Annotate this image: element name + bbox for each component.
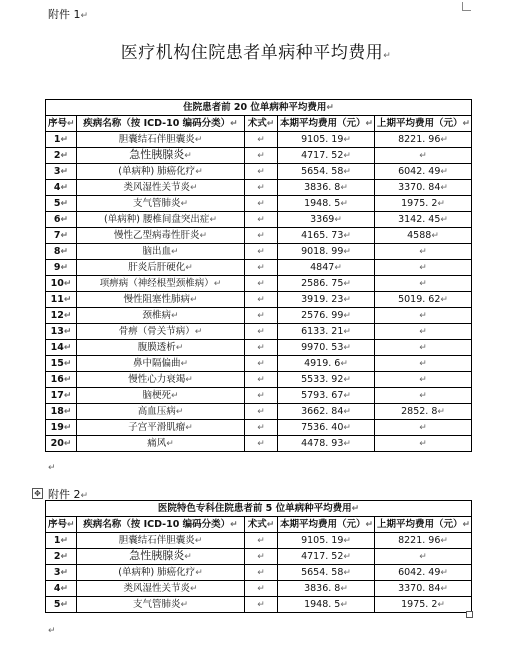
table-resize-handle[interactable]	[466, 611, 473, 618]
current-average-cost: 5533. 92↵	[278, 372, 375, 388]
previous-average-cost: ↵	[375, 356, 472, 372]
procedure-cell: ↵	[245, 228, 278, 244]
current-average-cost: 2586. 75↵	[278, 276, 375, 292]
row-number: 2↵	[46, 148, 77, 164]
previous-average-cost: 8221. 96↵	[375, 132, 472, 148]
column-header: 序号↵	[46, 116, 77, 132]
row-number: 17↵	[46, 388, 77, 404]
procedure-cell: ↵	[245, 308, 278, 324]
paragraph-mark: ↵	[48, 463, 56, 473]
procedure-cell: ↵	[245, 565, 278, 581]
table-row	[46, 276, 472, 292]
current-average-cost: 5654. 58↵	[278, 565, 375, 581]
table-row	[46, 132, 472, 148]
disease-name: 支气管肺炎↵	[77, 196, 245, 212]
current-average-cost: 4919. 6↵	[278, 356, 375, 372]
procedure-cell: ↵	[245, 132, 278, 148]
procedure-cell: ↵	[245, 549, 278, 565]
procedure-cell: ↵	[245, 260, 278, 276]
table-row	[46, 436, 472, 452]
table-row	[46, 404, 472, 420]
table-row	[46, 565, 472, 581]
previous-average-cost: ↵	[375, 372, 472, 388]
current-average-cost: 3836. 8↵	[278, 581, 375, 597]
previous-average-cost: ↵	[375, 388, 472, 404]
current-average-cost: 2576. 99↵	[278, 308, 375, 324]
row-number: 15↵	[46, 356, 77, 372]
row-number: 18↵	[46, 404, 77, 420]
row-number: 8↵	[46, 244, 77, 260]
table-row	[46, 148, 472, 164]
disease-name: 急性胰腺炎↵	[77, 549, 245, 565]
current-average-cost: 5654. 58↵	[278, 164, 375, 180]
table-top-20	[45, 99, 472, 452]
disease-name: (单病种) 肺癌化疗↵	[77, 164, 245, 180]
disease-name: 支气管肺炎↵	[77, 597, 245, 613]
disease-name: 脑梗死↵	[77, 388, 245, 404]
previous-average-cost: 3370. 84↵	[375, 581, 472, 597]
current-average-cost: 1948. 5↵	[278, 196, 375, 212]
column-header: 上期平均费用（元）↵	[375, 517, 472, 533]
table-row	[46, 292, 472, 308]
current-average-cost: 7536. 40↵	[278, 420, 375, 436]
row-number: 6↵	[46, 212, 77, 228]
previous-average-cost: 5019. 62↵	[375, 292, 472, 308]
table-top-5-specialty	[45, 500, 472, 613]
table-row	[46, 180, 472, 196]
row-number: 19↵	[46, 420, 77, 436]
previous-average-cost: ↵	[375, 436, 472, 452]
procedure-cell: ↵	[245, 292, 278, 308]
current-average-cost: 4717. 52↵	[278, 549, 375, 565]
table-top-5-caption: 医院特色专科住院患者前 5 位单病种平均费用↵	[46, 501, 472, 517]
table-row	[46, 260, 472, 276]
column-header: 疾病名称（按 ICD-10 编码分类）↵	[77, 116, 245, 132]
table-row	[46, 308, 472, 324]
column-header: 序号↵	[46, 517, 77, 533]
previous-average-cost: 1975. 2↵	[375, 196, 472, 212]
current-average-cost: 3919. 23↵	[278, 292, 375, 308]
table-row	[46, 228, 472, 244]
column-header: 术式↵	[245, 517, 278, 533]
row-number: 3↵	[46, 164, 77, 180]
previous-average-cost: 4588↵	[375, 228, 472, 244]
procedure-cell: ↵	[245, 404, 278, 420]
disease-name: 胆囊结石伴胆囊炎↵	[77, 533, 245, 549]
procedure-cell: ↵	[245, 244, 278, 260]
table-row	[46, 549, 472, 565]
current-average-cost: 9105. 19↵	[278, 533, 375, 549]
procedure-cell: ↵	[245, 276, 278, 292]
previous-average-cost: 3370. 84↵	[375, 180, 472, 196]
previous-average-cost: ↵	[375, 276, 472, 292]
row-number: 16↵	[46, 372, 77, 388]
row-number: 7↵	[46, 228, 77, 244]
row-number: 1↵	[46, 533, 77, 549]
current-average-cost: 3836. 8↵	[278, 180, 375, 196]
disease-name: 鼻中隔偏曲↵	[77, 356, 245, 372]
procedure-cell: ↵	[245, 340, 278, 356]
procedure-cell: ↵	[245, 420, 278, 436]
table-row	[46, 164, 472, 180]
disease-name: 项痹病（神经根型颈椎病）↵	[77, 276, 245, 292]
disease-name: 颈椎病↵	[77, 308, 245, 324]
disease-name: 痛风↵	[77, 436, 245, 452]
disease-name: 胆囊结石伴胆囊炎↵	[77, 132, 245, 148]
procedure-cell: ↵	[245, 388, 278, 404]
table-row	[46, 244, 472, 260]
disease-name: (单病种) 腰椎间盘突出症↵	[77, 212, 245, 228]
paragraph-mark: ↵	[48, 626, 56, 636]
disease-name: (单病种) 肺癌化疗↵	[77, 565, 245, 581]
procedure-cell: ↵	[245, 324, 278, 340]
previous-average-cost: 6042. 49↵	[375, 565, 472, 581]
row-number: 1↵	[46, 132, 77, 148]
disease-name: 慢性心力衰竭↵	[77, 372, 245, 388]
page-corner-mark	[462, 2, 471, 11]
current-average-cost: 3369↵	[278, 212, 375, 228]
disease-name: 急性胰腺炎↵	[77, 148, 245, 164]
current-average-cost: 3662. 84↵	[278, 404, 375, 420]
row-number: 10↵	[46, 276, 77, 292]
procedure-cell: ↵	[245, 597, 278, 613]
column-header: 术式↵	[245, 116, 278, 132]
row-number: 4↵	[46, 581, 77, 597]
disease-name: 慢性阻塞性肺病↵	[77, 292, 245, 308]
table-row	[46, 356, 472, 372]
procedure-cell: ↵	[245, 581, 278, 597]
disease-name: 类风湿性关节炎↵	[77, 581, 245, 597]
attachment-2-label: 附件 2↵	[48, 488, 89, 501]
disease-name: 腹膜透析↵	[77, 340, 245, 356]
current-average-cost: 9970. 53↵	[278, 340, 375, 356]
previous-average-cost: ↵	[375, 260, 472, 276]
row-number: 3↵	[46, 565, 77, 581]
procedure-cell: ↵	[245, 164, 278, 180]
table-row	[46, 533, 472, 549]
previous-average-cost: ↵	[375, 549, 472, 565]
table-row	[46, 324, 472, 340]
current-average-cost: 5793. 67↵	[278, 388, 375, 404]
procedure-cell: ↵	[245, 356, 278, 372]
disease-name: 肝炎后肝硬化↵	[77, 260, 245, 276]
procedure-cell: ↵	[245, 436, 278, 452]
document-title: 医疗机构住院患者单病种平均费用↵	[120, 43, 392, 63]
previous-average-cost: ↵	[375, 148, 472, 164]
previous-average-cost: 1975. 2↵	[375, 597, 472, 613]
row-number: 2↵	[46, 549, 77, 565]
procedure-cell: ↵	[245, 196, 278, 212]
row-number: 5↵	[46, 196, 77, 212]
row-number: 11↵	[46, 292, 77, 308]
row-number: 12↵	[46, 308, 77, 324]
procedure-cell: ↵	[245, 180, 278, 196]
table-row	[46, 420, 472, 436]
previous-average-cost: 6042. 49↵	[375, 164, 472, 180]
table-row	[46, 581, 472, 597]
column-header: 上期平均费用（元）↵	[375, 116, 472, 132]
previous-average-cost: 2852. 8↵	[375, 404, 472, 420]
previous-average-cost: ↵	[375, 324, 472, 340]
row-number: 5↵	[46, 597, 77, 613]
previous-average-cost: ↵	[375, 308, 472, 324]
row-number: 20↵	[46, 436, 77, 452]
current-average-cost: 4165. 73↵	[278, 228, 375, 244]
disease-name: 子宫平滑肌瘤↵	[77, 420, 245, 436]
current-average-cost: 4478. 93↵	[278, 436, 375, 452]
column-header: 本期平均费用（元）↵	[278, 517, 375, 533]
disease-name: 慢性乙型病毒性肝炎↵	[77, 228, 245, 244]
procedure-cell: ↵	[245, 212, 278, 228]
table-row	[46, 597, 472, 613]
table-row	[46, 388, 472, 404]
previous-average-cost: ↵	[375, 420, 472, 436]
table-top-20-caption: 住院患者前 20 位单病种平均费用↵	[46, 100, 472, 116]
disease-name: 高血压病↵	[77, 404, 245, 420]
current-average-cost: 1948. 5↵	[278, 597, 375, 613]
table-row	[46, 372, 472, 388]
attachment-1-label: 附件 1↵	[48, 8, 89, 21]
current-average-cost: 9105. 19↵	[278, 132, 375, 148]
table-move-handle-icon[interactable]: ✥	[32, 488, 43, 499]
row-number: 14↵	[46, 340, 77, 356]
previous-average-cost: 8221. 96↵	[375, 533, 472, 549]
row-number: 4↵	[46, 180, 77, 196]
current-average-cost: 4717. 52↵	[278, 148, 375, 164]
current-average-cost: 4847↵	[278, 260, 375, 276]
disease-name: 类风湿性关节炎↵	[77, 180, 245, 196]
table-row	[46, 196, 472, 212]
table-row	[46, 340, 472, 356]
column-header: 本期平均费用（元）↵	[278, 116, 375, 132]
row-number: 9↵	[46, 260, 77, 276]
previous-average-cost: 3142. 45↵	[375, 212, 472, 228]
current-average-cost: 6133. 21↵	[278, 324, 375, 340]
current-average-cost: 9018. 99↵	[278, 244, 375, 260]
row-number: 13↵	[46, 324, 77, 340]
procedure-cell: ↵	[245, 148, 278, 164]
disease-name: 脑出血↵	[77, 244, 245, 260]
procedure-cell: ↵	[245, 372, 278, 388]
previous-average-cost: ↵	[375, 244, 472, 260]
table-row	[46, 212, 472, 228]
column-header: 疾病名称（按 ICD-10 编码分类）↵	[77, 517, 245, 533]
previous-average-cost: ↵	[375, 340, 472, 356]
procedure-cell: ↵	[245, 533, 278, 549]
disease-name: 骨痹（骨关节病）↵	[77, 324, 245, 340]
